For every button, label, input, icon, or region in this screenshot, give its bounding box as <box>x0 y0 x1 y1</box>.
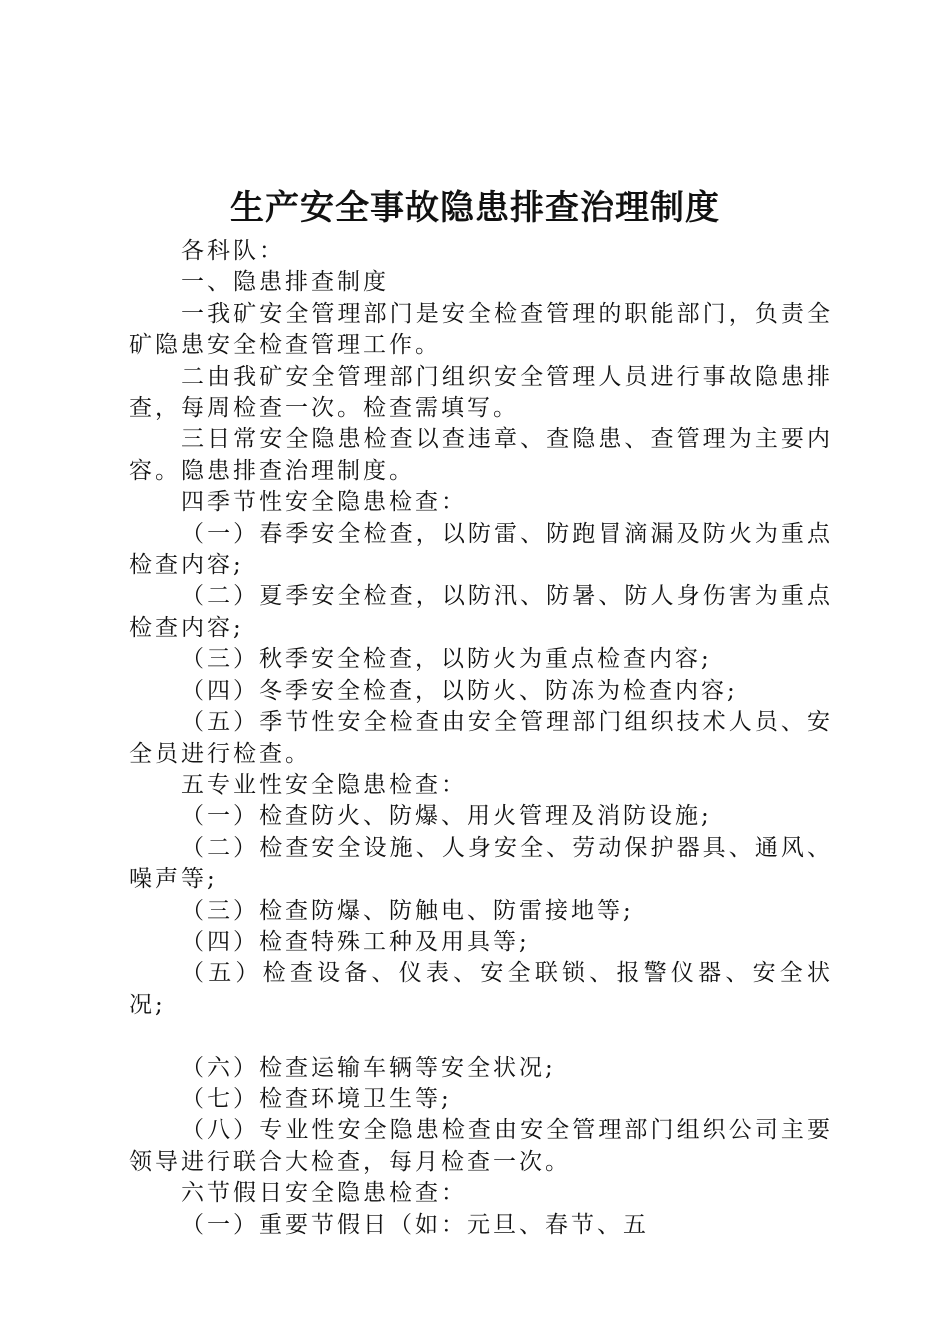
paragraph-2: 二由我矿安全管理部门组织安全管理人员进行事故隐患排查，每周检查一次。检查需填写。 <box>129 363 833 422</box>
paragraph-5: 五专业性安全隐患检查： <box>181 771 467 798</box>
section-heading-1: 一、隐患排查制度 <box>181 269 389 296</box>
document-body <box>129 236 833 1241</box>
list-item-special-2: （二）检查安全设施、人身安全、劳动保护器具、通风、噪声等; <box>129 834 833 893</box>
blank-line <box>129 1021 833 1052</box>
paragraph-6: 六节假日安全隐患检查： <box>181 1180 467 1207</box>
list-item-special-5: （五）检查设备、仪表、安全联锁、报警仪器、安全状况; <box>129 960 833 1018</box>
paragraph-3: 三日常安全隐患检查以查违章、查隐患、查管理为主要内容。隐患排查治理制度。 <box>129 426 833 484</box>
list-item-special-8: （八）专业性安全隐患检查由安全管理部门组织公司主要领导进行联合大检查，每月检查一次。 <box>129 1117 833 1175</box>
paragraph-1: 一我矿安全管理部门是安全检查管理的职能部门，负责全矿隐患安全检查管理工作。 <box>129 300 833 359</box>
list-item-season-4: （四）冬季安全检查，以防火、防冻为检查内容; <box>181 677 738 704</box>
list-item-season-2: （二）夏季安全检查，以防汛、防暑、防人身伤害为重点检查内容; <box>129 583 833 641</box>
list-item-special-1: （一）检查防火、防爆、用火管理及消防设施; <box>181 803 712 830</box>
list-item-special-7: （七）检查环境卫生等; <box>181 1085 452 1112</box>
list-item-season-1: （一）春季安全检查，以防雷、防跑冒滴漏及防火为重点检查内容; <box>129 520 833 579</box>
salutation: 各科队： <box>181 238 285 264</box>
list-item-special-3: （三）检查防爆、防触电、防雷接地等; <box>181 897 634 924</box>
list-item-season-5: （五）季节性安全检查由安全管理部门组织技术人员、安全员进行检查。 <box>129 709 833 767</box>
document-title: 生产安全事故隐患排查治理制度 <box>230 188 720 228</box>
paragraph-4: 四季节性安全隐患检查： <box>181 489 467 516</box>
list-item-special-4: （四）检查特殊工种及用具等; <box>181 928 530 955</box>
list-item-special-6: （六）检查运输车辆等安全状况; <box>181 1054 556 1081</box>
list-item-season-3: （三）秋季安全检查，以防火为重点检查内容; <box>181 646 712 673</box>
list-item-holiday-1: （一）重要节假日（如：元旦、春节、五 <box>181 1211 649 1238</box>
